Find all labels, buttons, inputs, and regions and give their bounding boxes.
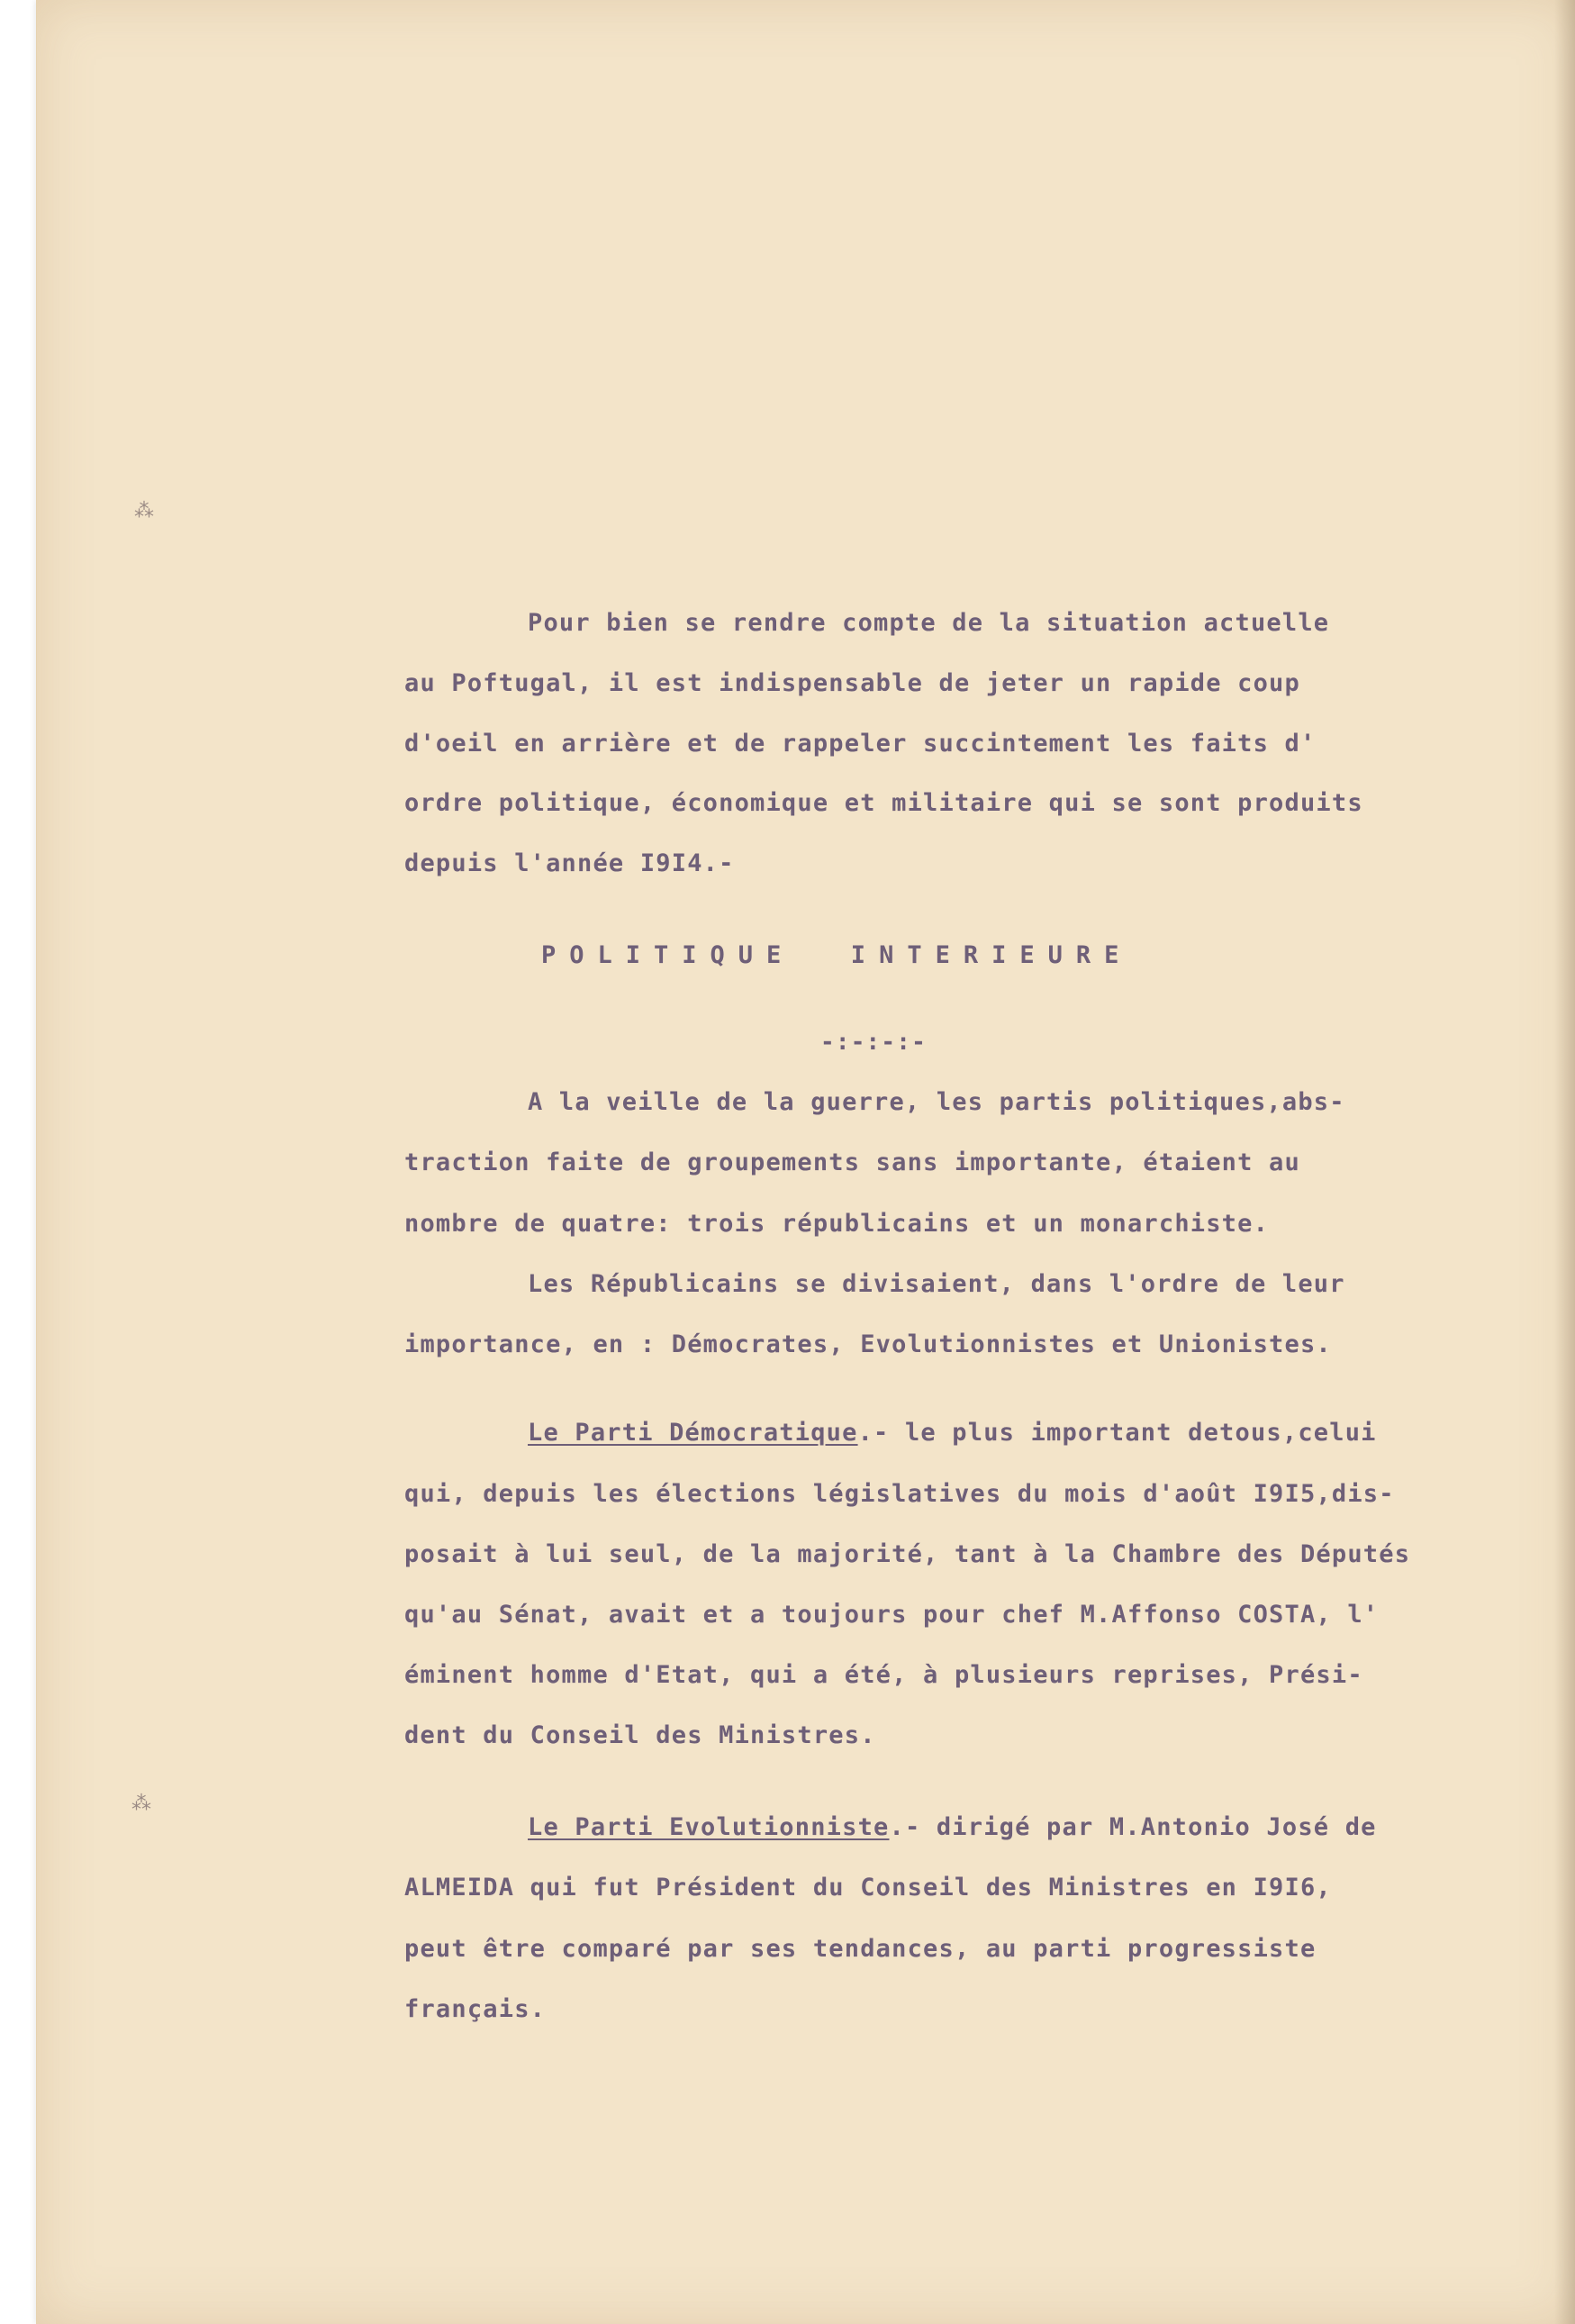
evolutionist-party-first-line	[528, 1815, 1377, 1839]
democratic-party-line: éminent homme d'Etat, qui a été, à plusieurs reprises, Prési-	[404, 1661, 1363, 1689]
heading-ornament: -:-:-:-	[820, 1029, 927, 1056]
parties-line: nombre de quatre: trois républicains et un monarchiste.	[404, 1210, 1270, 1238]
democratic-party-line: qu'au Sénat, avait et a toujours pour chef M.Affonso COSTA, l'	[404, 1601, 1380, 1629]
democratic-party-lead-rest: .- le plus important detous,celui	[857, 1419, 1377, 1447]
democratic-party-first-line	[528, 1421, 1377, 1445]
paper-sheet	[36, 0, 1575, 2324]
democratic-party-line: dent du Conseil des Ministres.	[404, 1721, 876, 1749]
republicans-line: Les Républicains se divisaient, dans l'ordre de leur	[528, 1270, 1345, 1298]
democratic-party-line: posait à lui seul, de la majorité, tant à la Chambre des Députés	[404, 1540, 1411, 1568]
intro-line: ordre politique, économique et militaire qui se sont produits	[404, 789, 1363, 817]
evolutionist-party-lead-rest: .- dirigé par M.Antonio José de	[889, 1813, 1377, 1841]
paper-speck: ⁂	[134, 500, 156, 522]
section-heading: POLITIQUE INTERIEURE	[541, 941, 1133, 969]
intro-line: depuis l'année I9I4.-	[404, 849, 735, 877]
evolutionist-party-line: peut être comparé par ses tendances, au parti progressiste	[404, 1935, 1317, 1963]
intro-line: Pour bien se rendre compte de la situation actuelle	[528, 609, 1330, 637]
evolutionist-party-line: ALMEIDA qui fut Président du Conseil des Ministres en I9I6,	[404, 1874, 1332, 1902]
intro-line: d'oeil en arrière et de rappeler succintement les faits d'	[404, 730, 1317, 758]
democratic-party-line: qui, depuis les élections législatives du mois d'août I9I5,dis-	[404, 1480, 1395, 1508]
intro-line: au Poftugal, il est indispensable de jeter un rapide coup	[404, 669, 1300, 697]
paper-speck: ⁂	[131, 1793, 153, 1815]
democratic-party-title: Le Parti Démocratique	[528, 1419, 858, 1447]
parties-line: traction faite de groupements sans importante, étaient au	[404, 1148, 1300, 1176]
typewritten-page	[37, 0, 1575, 2324]
evolutionist-party-title: Le Parti Evolutionniste	[528, 1813, 890, 1841]
republicans-line: importance, en : Démocrates, Evolutionnistes et Unionistes.	[404, 1330, 1332, 1358]
parties-line: A la veille de la guerre, les partis politiques,abs-	[528, 1088, 1345, 1116]
evolutionist-party-line: français.	[404, 1995, 547, 2023]
